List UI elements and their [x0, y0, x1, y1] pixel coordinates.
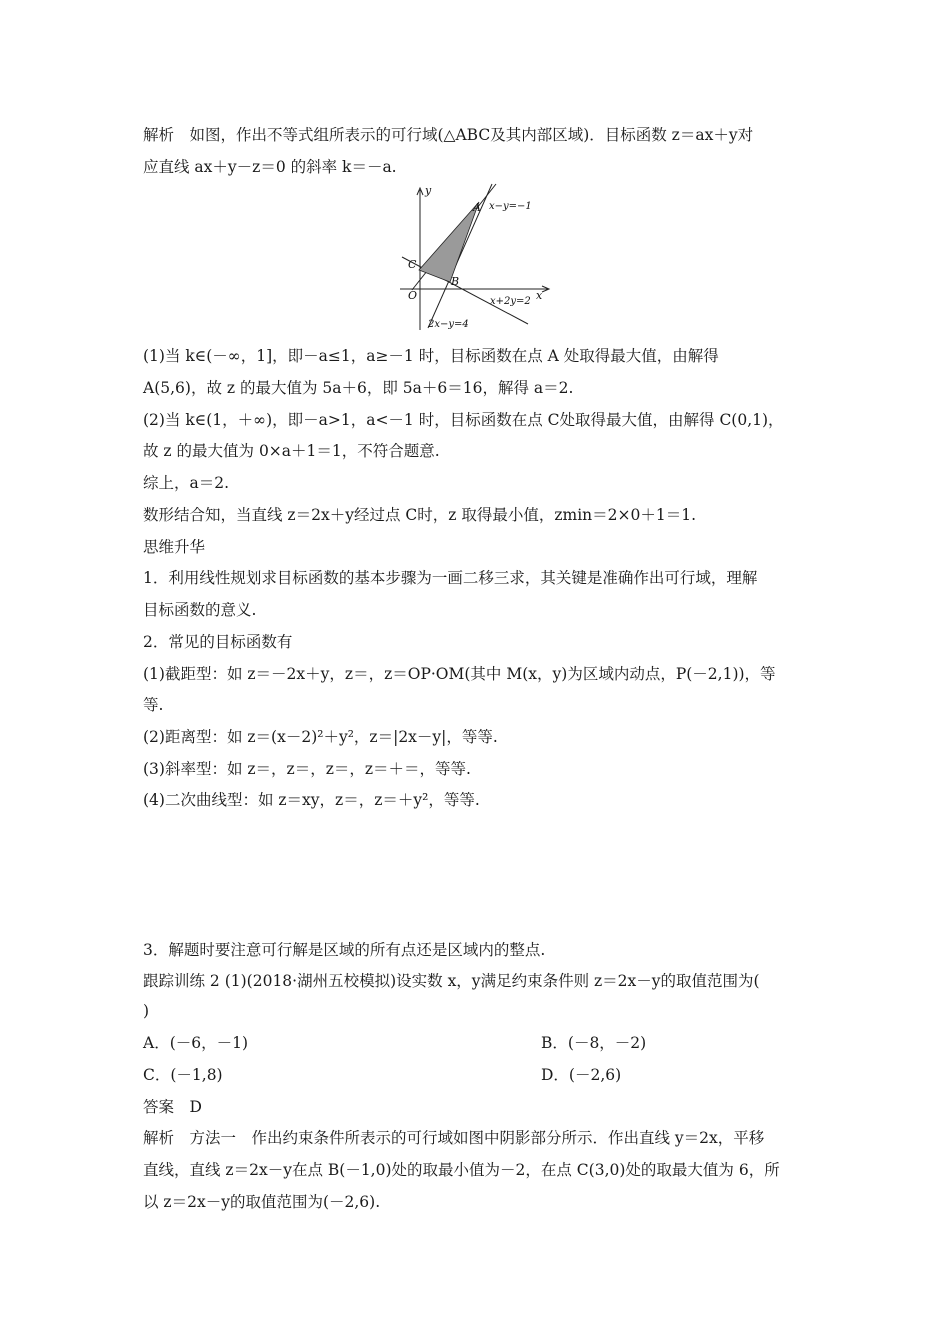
origin-label: O [408, 289, 418, 302]
line-point1-1: 1．利用线性规划求目标函数的基本步骤为一画二移三求，其关键是准确作出可行域，理解 [143, 569, 758, 587]
line2-label: x+2y=2 [490, 296, 531, 307]
line-exercise-2: ) [143, 1002, 150, 1020]
section-heading: 思维升华 [143, 538, 206, 556]
line-case2-1: (2)当 k∈(1，＋∞)，即－a>1，a<－1 时，目标函数在点 C处取得最大值，由解得 C(0,1)， [143, 411, 784, 429]
line-analysis-2: 应直线 ax＋y－z＝0 的斜率 k＝－a. [143, 158, 397, 176]
x-axis-label: x [536, 289, 543, 302]
option-c: C．(－1,8) [143, 1066, 223, 1084]
point-a-label: A [473, 201, 481, 214]
line-solution-1: 解析 方法一 作出约束条件所表示的可行域如图中阴影部分所示．作出直线 y＝2x，平移 [143, 1129, 765, 1147]
point-b-label: B [451, 275, 460, 288]
line-intercept-1: (1)截距型：如 z＝－2x＋y，z＝，z＝OP·OM(其中 M(x，y)为区域内动点，P(－2,1))，等 [143, 665, 776, 683]
line1-label: x−y=−1 [489, 201, 532, 212]
feasible-region-figure [398, 182, 560, 332]
line-case1-2: A(5,6)，故 z 的最大值为 5a＋6，即 5a＋6＝16，解得 a＝2. [143, 379, 574, 397]
line-exercise-1: 跟踪训练 2 (1)(2018·湖州五校模拟)设实数 x，y满足约束条件则 z＝2x－y的取值范围为( [143, 972, 760, 990]
line-answer: 答案 D [143, 1098, 202, 1116]
option-b: B．(－8，－2) [541, 1034, 647, 1052]
line-conclusion: 综上，a＝2. [143, 474, 230, 492]
option-d: D．(－2,6) [541, 1066, 622, 1084]
line-solution-2: 直线，直线 z＝2x－y在点 B(－1,0)处的取最小值为－2，在点 C(3,0)处的取最大值为 6，所 [143, 1161, 780, 1179]
line-point2: 2．常见的目标函数有 [143, 633, 293, 651]
line-solution-3: 以 z＝2x－y的取值范围为(－2,6). [143, 1193, 381, 1211]
line-point3: 3．解题时要注意可行解是区域的所有点还是区域内的整点. [143, 941, 546, 959]
line-case2-2: 故 z 的最大值为 0×a＋1＝1，不符合题意. [143, 442, 440, 460]
option-a: A．(－6，－1) [143, 1034, 249, 1052]
line-conic: (4)二次曲线型：如 z＝xy，z＝，z＝＋y²，等等. [143, 791, 480, 809]
shaded-region [419, 202, 479, 282]
options-row-1 [143, 1033, 810, 1053]
line-intercept-2: 等. [143, 696, 164, 714]
line-x-plus-2y [402, 257, 528, 324]
y-axis-label: y [425, 184, 432, 197]
line-shape-combo: 数形结合知，当直线 z＝2x＋y经过点 C时，z 取得最小值，zmin＝2×0＋1＝1. [143, 506, 696, 524]
line-case1-1: (1)当 k∈(－∞，1]，即－a≤1，a≥－1 时，目标函数在点 A 处取得最大值，由解得 [143, 347, 719, 365]
line-analysis-1: 解析 如图，作出不等式组所表示的可行域(△ABC及其内部区域)．目标函数 z＝ax＋y对 [143, 126, 754, 144]
options-row-2 [143, 1065, 810, 1085]
line-slope: (3)斜率型：如 z＝，z＝，z＝，z＝＋＝，等等. [143, 760, 471, 778]
line3-label: 2x−y=4 [428, 319, 469, 330]
point-c-label: C [408, 258, 417, 271]
line-point1-2: 目标函数的意义. [143, 601, 257, 619]
line-distance: (2)距离型：如 z＝(x－2)²＋y²，z＝|2x－y|，等等. [143, 728, 498, 746]
